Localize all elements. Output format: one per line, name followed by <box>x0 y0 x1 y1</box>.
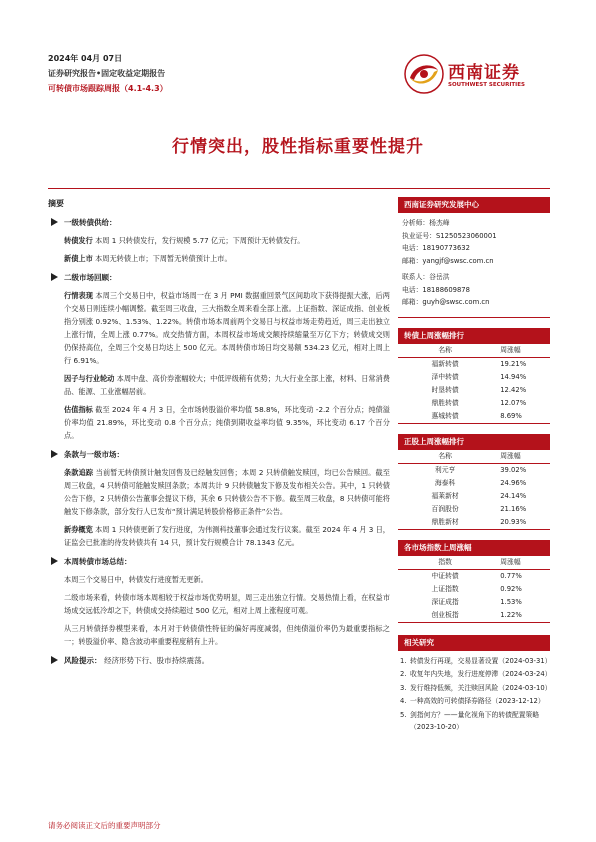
table-row: 福莱新材 24.14% <box>431 491 527 500</box>
table-row: 中证转债 0.77% <box>431 571 522 580</box>
paragraph: 二级市场来看，转债市场本周相较于权益市场优势明显，周三走出独立行情。交易热情上看，在权益市场成交远低冷却之下，转债成交持续超过 500 亿元，相对上周上涨程度可观。 <box>64 593 390 615</box>
section-summary: 本周转债市场总结： <box>48 555 390 568</box>
logo-text-cn: 西南证券 <box>448 63 520 83</box>
title-divider <box>48 188 550 189</box>
triangle-bullet-icon <box>51 218 58 226</box>
stock-ranking-table: 名称 周涨幅 利元亨 39.02% 海泰科 24.96% 福莱新材 24.14% 百润股份 21.16% 鼎胜新材 20.93% <box>398 450 550 530</box>
table-row: 鼎胜新材 20.93% <box>431 517 527 526</box>
contact-name: 联系人：谷岳洪 <box>402 273 450 281</box>
index-ranking-bar: 各市场指数上周涨幅 <box>398 540 550 556</box>
list-item[interactable]: 5. 剑指何方？——量化视角下的转债配置策略（2023-10-20） <box>400 710 540 731</box>
paragraph: 因子与行业轮动 本周中盘、高价券涨幅较大；中低评级稍有优势；九大行业全部上涨，材料、日常消费品、能源、工业涨幅居前。 <box>64 374 390 396</box>
section-primary-supply: 一级转债供给： <box>48 216 390 229</box>
table-row: 海泰科 24.96% <box>434 478 527 487</box>
analyst-cert: 执业证号：S1250523060001 <box>402 231 497 240</box>
bond-ranking-bar: 转债上周涨幅排行 <box>398 328 550 344</box>
triangle-bullet-icon <box>51 273 58 281</box>
table-row: 上证指数 0.92% <box>431 584 522 593</box>
section-risk: 风险提示： 经济形势下行、股市持续震荡。 <box>48 654 390 667</box>
bond-ranking <box>398 328 550 424</box>
list-item[interactable]: 4. 一种高效的可转债择券路径（2023-12-12） <box>400 697 545 705</box>
contact-email[interactable]: 邮箱：guyh@swsc.com.cn <box>402 298 490 306</box>
analyst-name: 分析师：杨杰峰 <box>402 219 450 227</box>
triangle-bullet-icon <box>51 450 58 458</box>
paragraph: 条款追踪 当前暂无转债预计触发回售及已经触发回售；本周 2 只转债触发赎回，均已公告赎回。截至周三收盘，4 只转债可能触发赎回条款；本周共计 9 只转债触发下修及发布相关公告。其中，1 只转债公告下修，2 只转债公告董事会提议下修，其余 6 只转债公告不下修。截至周三收盘，8 只转债可能将触发下修条款，部分发行人已发布“预计满足转股价格修正条件”公告。 <box>64 468 390 516</box>
paragraph: 本周三个交易日中，转债发行进度暂无更新。 <box>64 575 208 584</box>
stock-ranking-bar: 正股上周涨幅排行 <box>398 434 550 450</box>
contact-phone: 电话：18188609878 <box>402 285 470 294</box>
sidebar <box>398 197 550 735</box>
company-logo <box>404 52 552 98</box>
analyst-contacts <box>398 213 550 318</box>
table-row: 创业板指 1.22% <box>431 610 522 619</box>
table-row: 惠城转债 8.69% <box>431 411 522 420</box>
section-secondary-market: 二级市场回顾： <box>48 271 390 284</box>
table-row: 鼎胜转债 12.07% <box>431 398 527 407</box>
report-title: 行情突出，股性指标重要性提升 <box>172 137 424 157</box>
table-row: 时垦转债 12.42% <box>431 385 527 394</box>
section-terms: 条款与一级市场： <box>48 448 390 461</box>
research-center-bar: 西南证券研究发展中心 <box>398 197 550 213</box>
paragraph: 新券概览 本周 1 只转债更新了发行进度，为伟测科技董事会通过发行议案。截至 2024 年 4 月 3 日，证监会已批准的待发转债共有 14 只，预计发行规模合计 78.1343 亿元。 <box>64 525 390 547</box>
related-research <box>398 635 550 734</box>
main-column <box>48 197 390 667</box>
index-ranking <box>398 540 550 623</box>
paragraph: 转债发行 本周 1 只转债发行，发行规模 5.77 亿元；下周预计无转债发行。 <box>64 236 305 245</box>
analyst-phone: 电话：18190773632 <box>402 244 470 252</box>
analyst-email[interactable]: 邮箱：yangjf@swsc.com.cn <box>402 256 494 265</box>
report-header <box>48 52 288 95</box>
table-row: 泽中转债 14.94% <box>431 372 527 381</box>
table-row: 福新转债 19.21% <box>431 359 527 368</box>
report-series: 可转债市场跟踪周报（4.1-4.3） <box>48 84 168 93</box>
paragraph: 新债上市 本周无转债上市；下周暂无转债预计上市。 <box>64 254 232 263</box>
stock-ranking <box>398 434 550 530</box>
table-row: 深证成指 1.53% <box>431 597 522 606</box>
list-item[interactable]: 3. 发行维持低频，关注赎回风险（2024-03-10） <box>400 683 552 692</box>
bond-ranking-table: 名称 周涨幅 福新转债 19.21% 泽中转债 14.94% 时垦转债 12.42% 鼎胜转债 12.07% 惠城转债 8.69% <box>398 344 550 424</box>
related-research-bar: 相关研究 <box>398 635 550 651</box>
index-ranking-table: 指数 周涨幅 中证转债 0.77% 上证指数 0.92% 深证成指 1.53% 创业板指 1.22% <box>398 556 550 623</box>
report-date: 2024年 04月 07日 <box>48 54 123 63</box>
list-item[interactable]: 1. 转债发行再现，交易显著设置（2024-03-31） <box>400 656 552 665</box>
list-item[interactable]: 2. 收复年内失地，发行进度停滞（2024-03-24） <box>400 670 552 678</box>
related-research-list <box>398 651 550 734</box>
paragraph: 从三月转债择券模型来看，本月对于转债债性特征的偏好再度减弱，但纯债溢价率仍为最重要指标之一；转股溢价率、隐含波动率重要程度稍有上升。 <box>64 624 390 646</box>
logo-swirl-icon <box>404 54 444 94</box>
triangle-bullet-icon <box>51 557 58 565</box>
logo-text-en: SOUTHWEST SECURITIES <box>448 82 525 88</box>
triangle-bullet-icon <box>51 656 58 664</box>
footer-disclaimer: 请务必阅读正文后的重要声明部分 <box>48 821 161 830</box>
table-row: 百润股份 21.16% <box>431 504 527 513</box>
paragraph: 行情表现 本周三个交易日中，权益市场周一在 3 月 PMI 数据重回景气区间助攻下获得提振大涨，后两个交易日则连续小幅调整。截至周三收盘，三大指数全周来看全部上涨。上证指数、深证成指、创业板指分别涨 0.92%、1.53%、1.22%。转债市场本周前两个交易日与权益市场走势趋近，周三走出独立上涨行情，全周上涨 0.77%。成交热情方面，本周权益市场成交额持续缩量至万亿下方；转债成交则仍保持高位，全周三个交易日均达上 500 亿元。本周转债市场日均交易额 534.23 亿元，相对上周上行 6.91%。 <box>64 291 390 365</box>
table-row: 利元亨 39.02% <box>434 465 527 474</box>
paragraph: 估值指标 截至 2024 年 4 月 3 日，全市场转股溢价率均值 58.8%，环比变动 -2.2 个百分点；纯债溢价率均值 21.89%，环比变动 0.8 个百分点；纯债到期收益率均值 9.35%，环比变动 6.17 个百分点。 <box>64 405 390 440</box>
report-category: 证券研究报告•固定收益定期报告 <box>48 69 166 78</box>
abstract-label: 摘要 <box>48 199 64 208</box>
